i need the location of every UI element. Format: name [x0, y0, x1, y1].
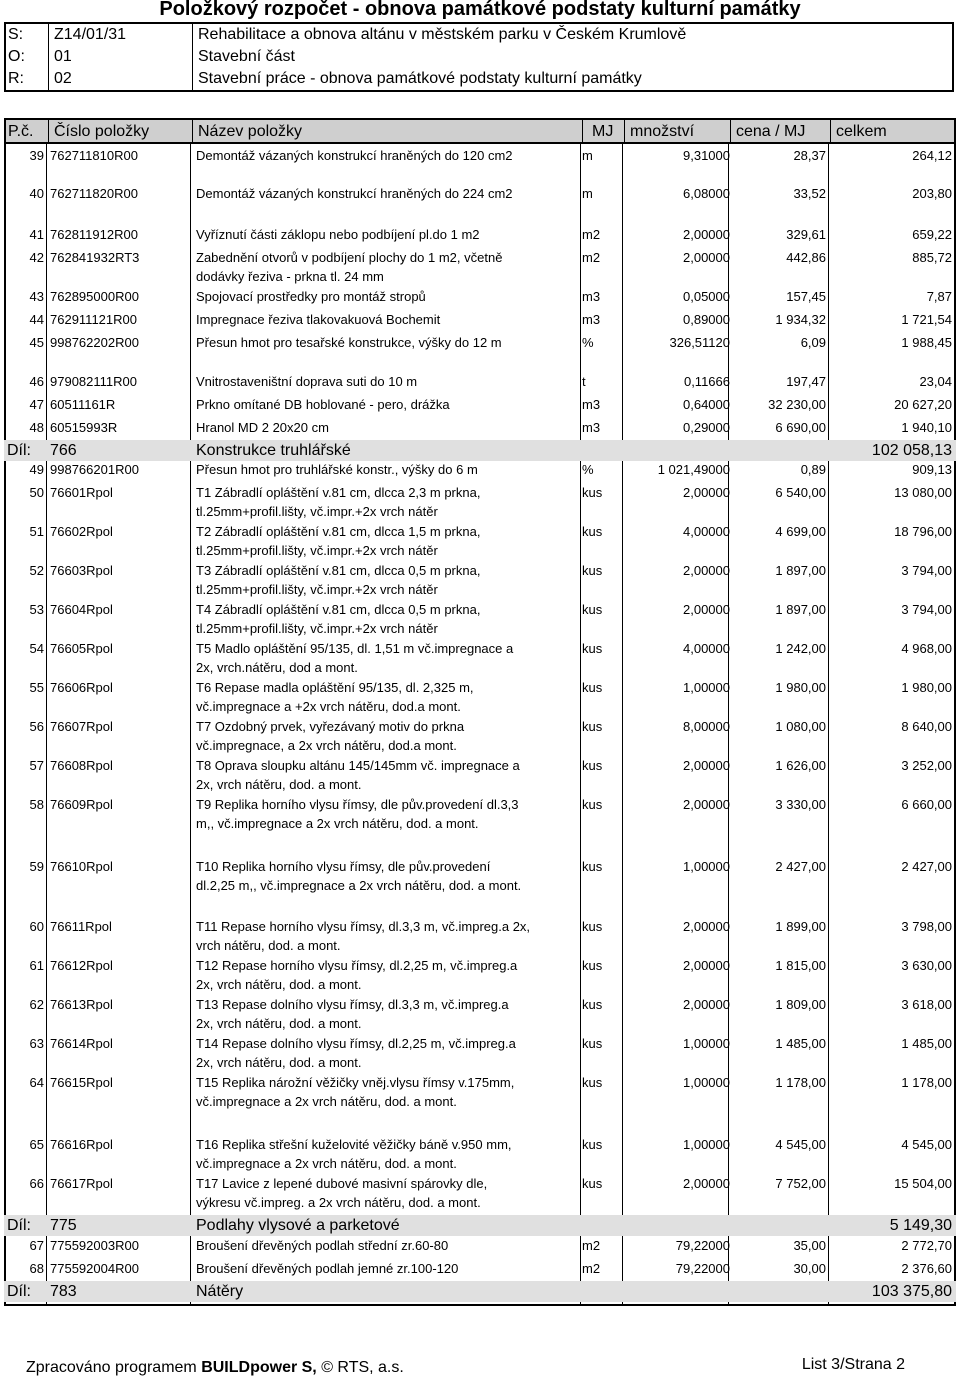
cell-name-continued: 2x, vrch nátěru, dod. a mont. [196, 777, 362, 792]
cell-name: Přesun hmot pro tesařské konstrukce, výšky do 12 m [196, 335, 502, 350]
cell-price: 1 809,00 [775, 997, 826, 1012]
cell-mj: kus [582, 602, 603, 617]
cell-code: 76612Rpol [50, 958, 113, 973]
cell-mj: kus [582, 1176, 603, 1191]
section-number: 766 [50, 442, 77, 459]
footer-credit [26, 1359, 404, 1377]
cell-mj: kus [582, 719, 603, 734]
cell-name-continued: tl.25mm+profil.lišty, vč.impr.+2x vrch nátěr [196, 621, 438, 636]
header-key: O: [8, 48, 25, 65]
section-summary-row [4, 1281, 956, 1302]
cell-code: 76609Rpol [50, 797, 113, 812]
cell-total: 203,80 [912, 186, 952, 201]
cell-code: 76613Rpol [50, 997, 113, 1012]
section-name: Podlahy vlysové a parketové [196, 1217, 400, 1234]
cell-name-continued: vč.impregnace a +2x vrch nátěru, dod.a mont. [196, 699, 461, 714]
cell-qty: 2,00000 [683, 485, 730, 500]
cell-mj: kus [582, 524, 603, 539]
cell-qty: 79,22000 [675, 1261, 730, 1276]
cell-name: T9 Replika horního vlysu římsy, dle pův.provedení dl.3,3 [196, 797, 519, 812]
cell-qty: 2,00000 [683, 919, 730, 934]
cell-total: 264,12 [912, 148, 952, 163]
cell-total: 7,87 [926, 289, 952, 304]
cell-mj: kus [582, 997, 603, 1012]
cell-mj: m2 [582, 250, 601, 265]
cell-pc: 58 [29, 797, 44, 812]
cell-mj: m [582, 186, 593, 201]
cell-price: 4 699,00 [775, 524, 826, 539]
table-border-right [954, 144, 956, 1306]
cell-qty: 0,05000 [683, 289, 730, 304]
cell-price: 329,61 [786, 227, 826, 242]
cell-qty: 2,00000 [683, 997, 730, 1012]
cell-pc: 62 [29, 997, 44, 1012]
table-divider [190, 144, 191, 1306]
cell-mj: kus [582, 680, 603, 695]
cell-qty: 8,00000 [683, 719, 730, 734]
cell-code: 76606Rpol [50, 680, 113, 695]
cell-total: 4 968,00 [901, 641, 952, 656]
cell-pc: 59 [29, 859, 44, 874]
header-code: Z14/01/31 [54, 26, 127, 43]
cell-code: 979082111R00 [50, 374, 137, 389]
cell-name: Spojovací prostředky pro montáž stropů [196, 289, 426, 304]
cell-price: 6 540,00 [775, 485, 826, 500]
cell-price: 1 485,00 [775, 1036, 826, 1051]
cell-qty: 0,64000 [683, 397, 730, 412]
cell-mj: kus [582, 758, 603, 773]
cell-pc: 46 [29, 374, 44, 389]
cell-price: 1 626,00 [775, 758, 826, 773]
cell-code: 76605Rpol [50, 641, 113, 656]
cell-total: 15 504,00 [894, 1176, 952, 1191]
cell-name-continued: vč.impregnace, a 2x vrch nátěru, dod.a mont. [196, 738, 457, 753]
page-number: List 3/Strana 2 [801, 1356, 905, 1373]
footer-program: BUILDpower S, [201, 1359, 317, 1376]
cell-qty: 2,00000 [683, 602, 730, 617]
cell-name: T2 Zábradlí opláštění v.81 cm, dlcca 1,5 m prkna, [196, 524, 481, 539]
cell-name: T13 Repase dolního vlysu římsy, dl.3,3 m, vč.impreg.a [196, 997, 509, 1012]
cell-name: Vyříznutí části záklopu nebo podbíjení pl.do 1 m2 [196, 227, 480, 242]
cell-total: 6 660,00 [901, 797, 952, 812]
cell-total: 659,22 [912, 227, 952, 242]
cell-price: 1 899,00 [775, 919, 826, 934]
cell-total: 1 721,54 [901, 312, 952, 327]
cell-code: 762711820R00 [50, 186, 138, 201]
cell-pc: 50 [29, 485, 44, 500]
cell-total: 3 630,00 [901, 958, 952, 973]
cell-price: 1 815,00 [775, 958, 826, 973]
cell-name: Demontáž vázaných konstrukcí hraněných do 224 cm2 [196, 186, 513, 201]
section-label: Díl: [7, 1283, 31, 1300]
cell-mj: kus [582, 797, 603, 812]
table-header [4, 118, 956, 144]
cell-code: 76617Rpol [50, 1176, 113, 1191]
cell-name: Broušení dřevěných podlah střední zr.60-80 [196, 1238, 449, 1253]
cell-name: Přesun hmot pro truhlářské konstr., výšky do 6 m [196, 462, 478, 477]
col-total: celkem [836, 123, 887, 140]
cell-price: 442,86 [786, 250, 826, 265]
cell-code: 76610Rpol [50, 859, 113, 874]
project-header [4, 22, 954, 92]
cell-name: T4 Zábradlí opláštění v.81 cm, dlcca 0,5 m prkna, [196, 602, 481, 617]
header-row-stavba [6, 24, 952, 46]
section-name: Nátěry [196, 1283, 244, 1300]
cell-pc: 48 [29, 420, 44, 435]
cell-name: Broušení dřevěných podlah jemné zr.100-120 [196, 1261, 459, 1276]
header-code: 01 [54, 48, 72, 65]
section-total: 102 058,13 [871, 442, 952, 459]
cell-total: 2 427,00 [901, 859, 952, 874]
cell-name-continued: dl.2,25 m,, vč.impregnace a 2x vrch nátěru, dod. a mont. [196, 878, 522, 893]
cell-name-continued: tl.25mm+profil.lišty, vč.impr.+2x vrch nátěr [196, 543, 438, 558]
cell-name-continued: dodávky řeziva - prkna tl. 24 mm [196, 269, 384, 284]
cell-name: T11 Repase horního vlysu římsy, dl.3,3 m, vč.impreg.a 2x, [196, 919, 531, 934]
cell-name: T1 Zábradlí opláštění v.81 cm, dlcca 2,3 m prkna, [196, 485, 481, 500]
cell-pc: 53 [29, 602, 44, 617]
cell-pc: 39 [29, 148, 44, 163]
col-mj: MJ [592, 123, 614, 140]
cell-code: 998762202R00 [50, 335, 139, 350]
section-label: Díl: [7, 442, 31, 459]
cell-mj: m3 [582, 420, 601, 435]
cell-code: 76603Rpol [50, 563, 113, 578]
cell-name-continued: 2x, vrch.nátěru, dod a mont. [196, 660, 358, 675]
cell-code: 76608Rpol [50, 758, 113, 773]
cell-price: 30,00 [793, 1261, 826, 1276]
cell-total: 4 545,00 [901, 1137, 952, 1152]
cell-qty: 0,89000 [683, 312, 730, 327]
cell-code: 76607Rpol [50, 719, 113, 734]
header-name: Rehabilitace a obnova altánu v městském parku v Českém Krumlově [198, 26, 687, 43]
cell-total: 3 794,00 [901, 563, 952, 578]
cell-mj: m2 [582, 227, 601, 242]
cell-name: T15 Replika nárožní věžičky vněj.vlysu římsy v.175mm, [196, 1075, 515, 1090]
cell-price: 7 752,00 [775, 1176, 826, 1191]
cell-total: 20 627,20 [894, 397, 952, 412]
header-key: R: [8, 70, 24, 87]
cell-total: 23,04 [919, 374, 952, 389]
cell-qty: 1,00000 [683, 1036, 730, 1051]
cell-price: 3 330,00 [775, 797, 826, 812]
cell-qty: 0,29000 [683, 420, 730, 435]
cell-pc: 67 [29, 1238, 44, 1253]
section-name: Konstrukce truhlářské [196, 442, 351, 459]
cell-qty: 2,00000 [683, 563, 730, 578]
table-divider [828, 144, 829, 1306]
section-label: Díl: [7, 1217, 31, 1234]
cell-qty: 1,00000 [683, 680, 730, 695]
cell-pc: 68 [29, 1261, 44, 1276]
cell-name-continued: vč.impregnace a 2x vrch nátěru, dod. a mont. [196, 1094, 457, 1109]
cell-mj: kus [582, 1075, 603, 1090]
table-bottom-border [4, 1304, 956, 1306]
cell-price: 1 934,32 [775, 312, 826, 327]
cell-price: 197,47 [786, 374, 826, 389]
cell-qty: 2,00000 [683, 250, 730, 265]
cell-code: 762811912R00 [50, 227, 138, 242]
cell-name-continued: tl.25mm+profil.lišty, vč.impr.+2x vrch nátěr [196, 582, 438, 597]
cell-qty: 4,00000 [683, 641, 730, 656]
section-summary-row [4, 440, 956, 461]
cell-name-continued: vč.impregnace a 2x vrch nátěru, dod. a mont. [196, 1156, 457, 1171]
cell-mj: kus [582, 641, 603, 656]
cell-total: 2 772,70 [901, 1238, 952, 1253]
cell-qty: 2,00000 [683, 227, 730, 242]
col-code: Číslo položky [54, 123, 150, 140]
header-name: Stavební práce - obnova památkové podstaty kulturní památky [198, 70, 642, 87]
cell-pc: 42 [29, 250, 44, 265]
cell-total: 13 080,00 [894, 485, 952, 500]
cell-mj: kus [582, 563, 603, 578]
cell-mj: kus [582, 1137, 603, 1152]
cell-qty: 2,00000 [683, 1176, 730, 1191]
cell-mj: kus [582, 1036, 603, 1051]
cell-pc: 49 [29, 462, 44, 477]
cell-code: 76602Rpol [50, 524, 113, 539]
cell-name-continued: vrch nátěru, dod. a mont. [196, 938, 341, 953]
cell-name: Hranol MD 2 20x20 cm [196, 420, 329, 435]
cell-total: 1 988,45 [901, 335, 952, 350]
table-divider [46, 144, 47, 1306]
cell-total: 3 794,00 [901, 602, 952, 617]
footer-prefix: Zpracováno programem [26, 1359, 202, 1376]
cell-total: 3 798,00 [901, 919, 952, 934]
section-summary-row [4, 1215, 956, 1236]
cell-qty: 79,22000 [675, 1238, 730, 1253]
cell-total: 1 485,00 [901, 1036, 952, 1051]
cell-total: 885,72 [912, 250, 952, 265]
cell-qty: 1,00000 [683, 1137, 730, 1152]
cell-mj: m3 [582, 312, 601, 327]
cell-price: 0,89 [800, 462, 826, 477]
cell-qty: 2,00000 [683, 958, 730, 973]
cell-pc: 63 [29, 1036, 44, 1051]
cell-qty: 1 021,49000 [657, 462, 730, 477]
cell-name-continued: tl.25mm+profil.lišty, vč.impr.+2x vrch nátěr [196, 504, 438, 519]
header-row-rozpocet [6, 68, 952, 90]
cell-name: T10 Replika horního vlysu římsy, dle pův.provedení [196, 859, 491, 874]
cell-mj: kus [582, 919, 603, 934]
cell-qty: 2,00000 [683, 797, 730, 812]
cell-total: 909,13 [912, 462, 952, 477]
cell-pc: 54 [29, 641, 44, 656]
header-code: 02 [54, 70, 72, 87]
cell-code: 60515993R [50, 420, 118, 435]
cell-mj: kus [582, 859, 603, 874]
header-key: S: [8, 26, 24, 43]
cell-price: 28,37 [793, 148, 826, 163]
page-title: Položkový rozpočet - obnova památkové podstaty kulturní památky [159, 0, 801, 20]
cell-code: 762841932RT3 [50, 250, 140, 265]
cell-total: 3 618,00 [901, 997, 952, 1012]
cell-qty: 4,00000 [683, 524, 730, 539]
cell-qty: 6,08000 [683, 186, 730, 201]
cell-code: 60511161R [50, 397, 116, 412]
cell-name: Zabednění otvorů v podbíjení plochy do 1 m2, včetně [196, 250, 503, 265]
cell-price: 1 178,00 [775, 1075, 826, 1090]
cell-price: 6,09 [800, 335, 826, 350]
cell-pc: 44 [29, 312, 44, 327]
cell-mj: m [582, 148, 593, 163]
cell-price: 1 897,00 [775, 563, 826, 578]
cell-pc: 43 [29, 289, 44, 304]
cell-total: 18 796,00 [894, 524, 952, 539]
cell-pc: 40 [29, 186, 44, 201]
cell-pc: 55 [29, 680, 44, 695]
cell-pc: 60 [29, 919, 44, 934]
cell-total: 2 376,60 [901, 1261, 952, 1276]
col-name: Název položky [198, 123, 303, 140]
cell-pc: 65 [29, 1137, 44, 1152]
cell-mj: kus [582, 958, 603, 973]
cell-qty: 0,11666 [683, 374, 730, 389]
cell-price: 1 980,00 [775, 680, 826, 695]
col-pc: P.č. [8, 123, 34, 140]
cell-pc: 66 [29, 1176, 44, 1191]
table-divider [622, 144, 623, 1306]
cell-mj: % [582, 462, 594, 477]
cell-price: 2 427,00 [775, 859, 826, 874]
cell-price: 1 080,00 [775, 719, 826, 734]
cell-pc: 64 [29, 1075, 44, 1090]
cell-code: 76615Rpol [50, 1075, 113, 1090]
cell-name: T8 Oprava sloupku altánu 145/145mm vč. impregnace a [196, 758, 520, 773]
cell-pc: 47 [29, 397, 44, 412]
cell-total: 1 178,00 [901, 1075, 952, 1090]
cell-mj: m2 [582, 1238, 601, 1253]
cell-pc: 45 [29, 335, 44, 350]
cell-pc: 41 [29, 227, 44, 242]
cell-price: 4 545,00 [775, 1137, 826, 1152]
cell-total: 8 640,00 [901, 719, 952, 734]
cell-name: T6 Repase madla opláštění 95/135, dl. 2,325 m, [196, 680, 474, 695]
section-total: 5 149,30 [889, 1217, 952, 1234]
cell-price: 1 242,00 [775, 641, 826, 656]
footer-suffix: © RTS, a.s. [316, 1359, 404, 1376]
cell-code: 76616Rpol [50, 1137, 113, 1152]
cell-pc: 57 [29, 758, 44, 773]
section-number: 783 [50, 1283, 77, 1300]
cell-mj: t [582, 374, 586, 389]
cell-qty: 2,00000 [683, 758, 730, 773]
cell-qty: 9,31000 [683, 148, 730, 163]
cell-code: 762911121R00 [50, 312, 137, 327]
header-row-objekt [6, 46, 952, 68]
section-total: 103 375,80 [871, 1283, 952, 1300]
section-number: 775 [50, 1217, 77, 1234]
cell-code: 76601Rpol [50, 485, 113, 500]
cell-name: Demontáž vázaných konstrukcí hraněných do 120 cm2 [196, 148, 513, 163]
cell-name: T5 Madlo opláštění 95/135, dl. 1,51 m vč.impregnace a [196, 641, 514, 656]
cell-qty: 326,51120 [669, 335, 730, 350]
cell-price: 32 230,00 [768, 397, 826, 412]
cell-mj: m3 [582, 289, 601, 304]
cell-price: 35,00 [793, 1238, 826, 1253]
cell-name-continued: výkresu vč.impreg. a 2x vrch nátěru, dod. a mont. [196, 1195, 481, 1210]
cell-price: 157,45 [786, 289, 826, 304]
cell-code: 775592004R00 [50, 1261, 139, 1276]
cell-mj: m2 [582, 1261, 601, 1276]
cell-price: 6 690,00 [775, 420, 826, 435]
cell-total: 1 940,10 [901, 420, 952, 435]
cell-name-continued: 2x, vrch nátěru, dod. a mont. [196, 1016, 362, 1031]
cell-price: 33,52 [793, 186, 826, 201]
cell-name-continued: m,, vč.impregnace a 2x vrch nátěru, dod. a mont. [196, 816, 479, 831]
cell-name: T12 Repase horního vlysu římsy, dl.2,25 m, vč.impreg.a [196, 958, 518, 973]
header-name: Stavební část [198, 48, 295, 65]
cell-code: 762895000R00 [50, 289, 139, 304]
cell-code: 998766201R00 [50, 462, 139, 477]
cell-name: T7 Ozdobný prvek, vyřezávaný motiv do prkna [196, 719, 465, 734]
cell-name-continued: 2x, vrch nátěru, dod. a mont. [196, 977, 362, 992]
cell-name: T3 Zábradlí opláštění v.81 cm, dlcca 0,5 m prkna, [196, 563, 481, 578]
cell-name: T16 Replika střešní kuželovité věžičky báně v.950 mm, [196, 1137, 512, 1152]
cell-code: 76604Rpol [50, 602, 113, 617]
cell-mj: kus [582, 485, 603, 500]
cell-mj: m3 [582, 397, 601, 412]
cell-total: 1 980,00 [901, 680, 952, 695]
cell-pc: 51 [29, 524, 44, 539]
cell-name: Impregnace řeziva tlakovakuová Bochemit [196, 312, 441, 327]
col-price: cena / MJ [736, 123, 806, 140]
cell-name: T14 Repase dolního vlysu římsy, dl.2,25 m, vč.impreg.a [196, 1036, 516, 1051]
cell-price: 1 897,00 [775, 602, 826, 617]
cell-pc: 61 [29, 958, 44, 973]
cell-code: 762711810R00 [50, 148, 138, 163]
cell-pc: 52 [29, 563, 44, 578]
cell-qty: 1,00000 [683, 1075, 730, 1090]
cell-total: 3 252,00 [901, 758, 952, 773]
cell-code: 775592003R00 [50, 1238, 139, 1253]
cell-code: 76614Rpol [50, 1036, 113, 1051]
col-qty: množství [630, 123, 695, 140]
cell-pc: 56 [29, 719, 44, 734]
cell-name: T17 Lavice z lepené dubové masivní spárovky dle, [196, 1176, 488, 1191]
cell-qty: 1,00000 [683, 859, 730, 874]
cell-code: 76611Rpol [50, 919, 112, 934]
cell-mj: % [582, 335, 594, 350]
cell-name: Vnitrostaveništní doprava suti do 10 m [196, 374, 418, 389]
cell-name-continued: 2x, vrch nátěru, dod. a mont. [196, 1055, 362, 1070]
cell-name: Prkno omítané DB hoblované - pero, drážka [196, 397, 450, 412]
